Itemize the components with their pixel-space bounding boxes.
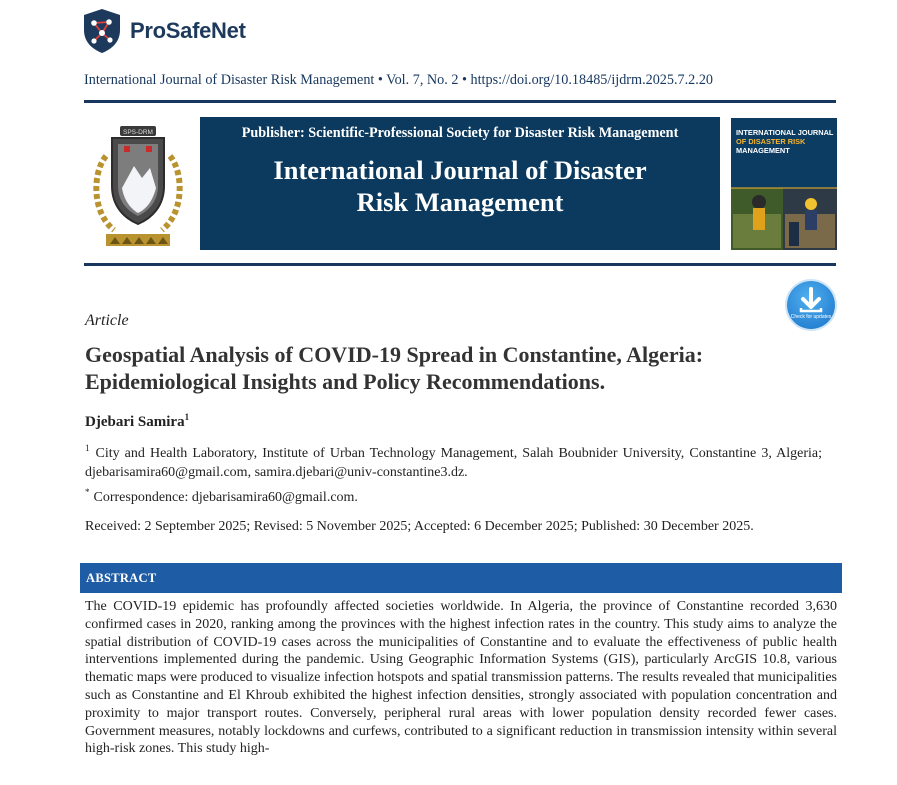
check-updates-download-icon [787, 281, 835, 329]
header-divider-top [84, 100, 836, 103]
brand-logo[interactable] [82, 8, 246, 54]
cover-title-line-3: MANAGEMENT [736, 146, 790, 155]
society-crest-icon [84, 118, 192, 250]
publisher-line: Publisher: Scientific-Professional Society for Disaster Risk Management [241, 125, 679, 141]
article-type: Article [85, 312, 129, 329]
correspondence [85, 487, 358, 506]
article-title: Geospatial Analysis of COVID-19 Spread in Constantine, Algeria: Epidemiological Insights and Policy Recommendations. [85, 342, 704, 394]
affiliation [85, 444, 822, 482]
abstract-text: The COVID-19 epidemic has profoundly affected societies worldwide. In Algeria, the province of Constantine recorded 3,630 confirmed cases in 2020, ranking among the provinces with the highest infection rates in the country. This study aims to analyze the spatial distribution of COVID-19 cases across the municipalities of Constantine and to evaluate the effectiveness of public health interventions implemented during the pandemic. Using Geographic Information Systems (GIS), particularly ArcGIS 10.8, various thematic maps were produced to visualize infection hotspots and spatial transmission patterns. The results revealed that municipalities such as Constantine and El Khroub exhibited the highest infection densities, strongly associated with population concentration and proximity to major transport routes. Conversely, peripheral rural areas with lower population density recorded fewer cases. Government measures, notably lockdowns and curfews, contributed to a significant reduction in transmission intensity within several high-risk zones. This study high- [85, 599, 837, 757]
author-name-text: Djebari Samira [85, 414, 185, 430]
banner-title-line-1: International Journal of Disaster [273, 155, 647, 185]
correspondence-text: Correspondence: djebarisamira60@gmail.com. [93, 490, 358, 505]
shield-network-logo-icon [82, 8, 122, 54]
cover-title-line-2: OF DISASTER RISK [736, 137, 806, 146]
cover-title-line-1: INTERNATIONAL JOURNAL [736, 128, 834, 137]
journal-cover-image[interactable] [731, 118, 837, 250]
banner-title-line-2: Risk Management [356, 187, 564, 217]
affiliation-marker: 1 [85, 443, 90, 454]
brand-name: ProSafeNet [130, 18, 246, 43]
author-affiliation-marker: 1 [184, 412, 190, 422]
journal-banner [200, 117, 720, 250]
correspondence-marker: * [85, 487, 90, 498]
affiliation-text: City and Health Laboratory, Institute of Urban Technology Management, Salah Boubnider University, Constantine 3, Algeria; djebarisamira60@gmail.com, samira.djebari@univ-constantine3.dz. [85, 446, 822, 480]
check-for-updates-button[interactable] [787, 281, 835, 329]
crest-label: SPS-DRM [123, 129, 153, 136]
publication-dates: Received: 2 September 2025; Revised: 5 November 2025; Accepted: 6 December 2025; Published: 30 December 2025. [85, 519, 754, 534]
check-for-updates-label: Check for updates [790, 314, 832, 320]
banner-journal-title [200, 154, 720, 218]
abstract-header [80, 563, 842, 593]
author-name[interactable] [85, 414, 189, 431]
header-divider-bottom [84, 263, 836, 266]
cover-title [736, 128, 834, 155]
abstract-header-label: ABSTRACT [86, 571, 157, 585]
journal-citation-line[interactable]: International Journal of Disaster Risk Management • Vol. 7, No. 2 • https://doi.org/10.18485/ijdrm.2025.7.2.20 [84, 72, 714, 88]
